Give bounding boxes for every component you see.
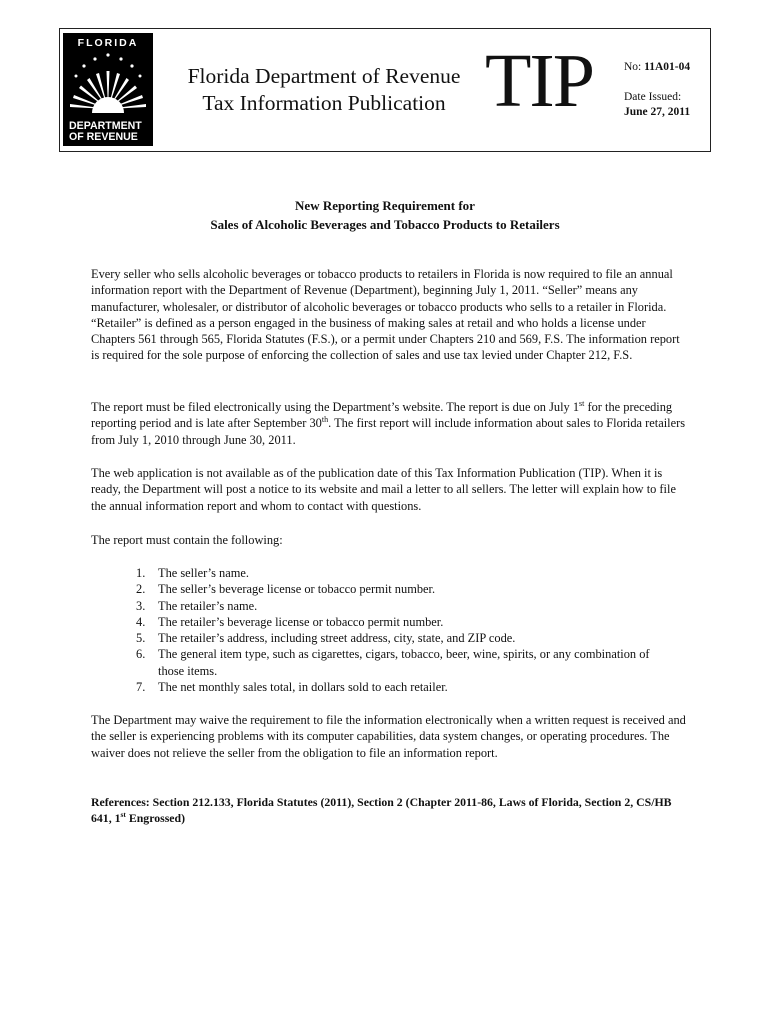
list-item bbox=[136, 581, 676, 597]
list-number: 4. bbox=[136, 614, 146, 629]
p2-part-b: for the preceding reporting period and is late after September 30 bbox=[91, 400, 673, 431]
date-label: Date Issued: bbox=[624, 91, 682, 103]
no-label: No: bbox=[624, 61, 642, 73]
list-text: The retailer’s name. bbox=[158, 598, 258, 613]
list-item bbox=[136, 598, 676, 614]
p2-sup-1: st bbox=[579, 398, 585, 408]
paragraph-5: The Department may waive the requirement to file the information electronically when a written request is received and the seller is experiencing problems with its computer capabilities, data system changes, or operating procedures. The waiver does not relieve the seller from the obligation to file an information report. bbox=[91, 713, 686, 760]
list-text: The retailer’s beverage license or tobacco permit number. bbox=[158, 614, 444, 629]
tip-heading: TIP bbox=[485, 39, 593, 123]
logo-line-of-revenue: OF REVENUE bbox=[69, 131, 138, 143]
list-item bbox=[136, 679, 676, 695]
date-issued bbox=[624, 90, 690, 120]
list-number: 6. bbox=[136, 647, 146, 662]
references-text-a: References: Section 212.133, Florida Statutes (2011), Section 2 (Chapter 2011-86, Laws of Florida, Section 2, CS/HB 641, 1 bbox=[91, 795, 672, 826]
title-line-1: New Reporting Requirement for bbox=[295, 198, 475, 213]
requirements-list bbox=[136, 565, 676, 695]
list-number: 5. bbox=[136, 631, 146, 646]
agency-line-2: Tax Information Publication bbox=[202, 91, 446, 115]
references-sup: st bbox=[120, 810, 126, 820]
list-number: 3. bbox=[136, 598, 146, 613]
list-number: 7. bbox=[136, 680, 146, 695]
agency-name bbox=[160, 63, 488, 117]
logo-line-department: DEPARTMENT bbox=[69, 120, 142, 132]
p2-part-c: . The first report will include information about sales to Florida retailers from July 1, 2010 through June 30, 2011. bbox=[91, 416, 686, 447]
list-item bbox=[136, 630, 676, 646]
list-text: The seller’s beverage license or tobacco permit number. bbox=[158, 582, 436, 597]
paragraph-4: The report must contain the following: bbox=[91, 533, 283, 547]
paragraph-3: The web application is not available as of the publication date of this Tax Information Publication (TIP). When it is ready, the Department will post a notice to its website and mail a letter to all sellers. The letter will explain how to file the annual information report and whom to contact with questions. bbox=[91, 466, 676, 513]
document-title bbox=[60, 197, 710, 234]
list-item bbox=[136, 614, 676, 630]
list-item bbox=[136, 646, 676, 679]
agency-line-1: Florida Department of Revenue bbox=[187, 64, 461, 88]
paragraph-2 bbox=[91, 399, 691, 448]
p2-part-a: The report must be filed electronically using the Department’s website. The report is due on July 1 bbox=[91, 400, 580, 414]
references-text-b: Engrossed) bbox=[125, 811, 186, 826]
no-value: 11A01-04 bbox=[644, 61, 691, 73]
paragraph-1: Every seller who sells alcoholic beverages or tobacco products to retailers in Florida is now required to file an annual information report with the Department of Revenue (Department), beginning July 1, 2011. “Seller” means any manufacturer, wholesaler, or distributor of alcoholic beverages or tobacco products who sells to a retailer in Florida. “Retailer” is defined as a person engaged in the business of making sales at retail and who holds a license under Chapters 561 through 565, Florida Statutes (F.S.), or a permit under Chapters 210 and 569, F.S. The information report is required for the sole purpose of enforcing the collection of sales and use tax levied under Chapter 212, F.S. bbox=[91, 267, 680, 363]
logo-top-text: FLORIDA bbox=[77, 37, 139, 49]
p2-sup-2: th bbox=[321, 415, 329, 425]
publication-number bbox=[624, 60, 690, 75]
date-value: June 27, 2011 bbox=[624, 106, 691, 118]
title-line-2: Sales of Alcoholic Beverages and Tobacco Products to Retailers bbox=[210, 216, 560, 232]
list-text: The general item type, such as cigarettes, cigars, tobacco, beer, wine, spirits, or any combination of those items. bbox=[158, 647, 650, 678]
list-text: The seller’s name. bbox=[158, 566, 249, 580]
list-number: 2. bbox=[136, 582, 146, 597]
logo-bottom-text bbox=[69, 121, 149, 143]
list-text: The net monthly sales total, in dollars sold to each retailer. bbox=[158, 680, 448, 695]
list-text: The retailer’s address, including street address, city, state, and ZIP code. bbox=[158, 631, 516, 646]
list-item bbox=[136, 565, 676, 581]
florida-dor-logo bbox=[63, 33, 153, 146]
references bbox=[91, 794, 691, 827]
sun-rays-icon bbox=[68, 51, 148, 113]
list-number: 1. bbox=[136, 566, 146, 580]
